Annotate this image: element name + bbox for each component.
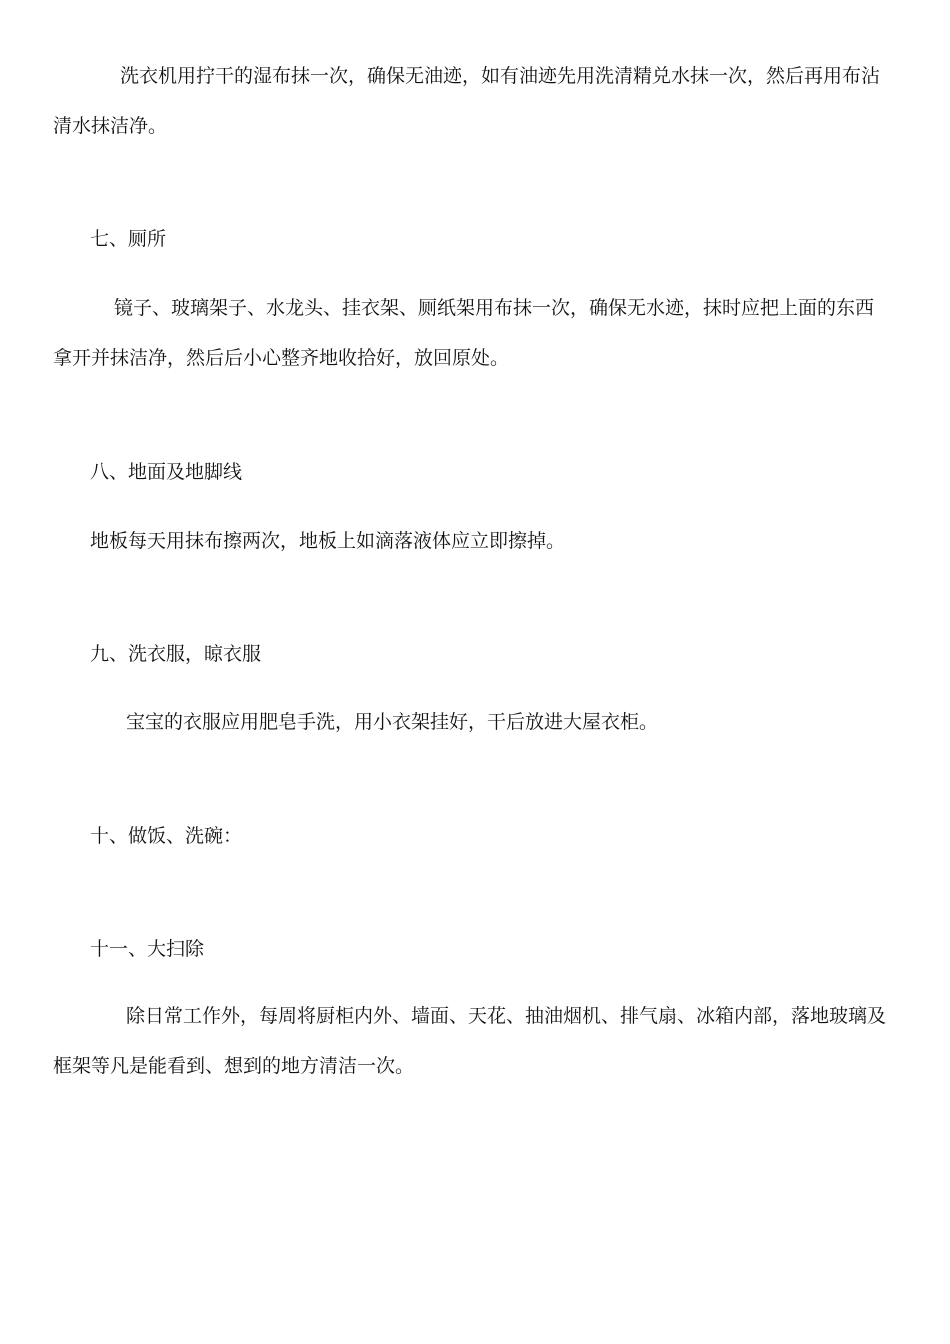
section-8-title: 八、地面及地脚线 bbox=[90, 461, 243, 483]
washer-paragraph-line-2: 清水抹洁净。 bbox=[53, 115, 168, 137]
section-7-line-2: 拿开并抹洁净，然后后小心整齐地收拾好，放回原处。 bbox=[53, 347, 510, 369]
section-11-line-1: 除日常工作外，每周将厨柜内外、墙面、天花、抽油烟机、排气扇、冰箱内部，落地玻璃及 bbox=[126, 1005, 887, 1027]
section-7-line-1: 镜子、玻璃架子、水龙头、挂衣架、厕纸架用布抹一次，确保无水迹，抹时应把上面的东西 bbox=[114, 297, 875, 319]
section-7-title: 七、厕所 bbox=[90, 228, 167, 250]
section-11-title: 十一、大扫除 bbox=[90, 938, 205, 960]
section-9-title: 九、洗衣服，晾衣服 bbox=[90, 643, 262, 665]
section-9-line-1: 宝宝的衣服应用肥皂手洗，用小衣架挂好，干后放进大屋衣柜。 bbox=[126, 711, 659, 733]
washer-paragraph-line-1: 洗衣机用拧干的湿布抹一次，确保无油迹，如有油迹先用洗清精兑水抹一次，然后再用布沾 bbox=[120, 65, 881, 87]
section-8-line-1: 地板每天用抹布擦两次，地板上如滴落液体应立即擦掉。 bbox=[90, 530, 566, 552]
section-11-line-2: 框架等凡是能看到、想到的地方清洁一次。 bbox=[53, 1055, 415, 1077]
section-10-title: 十、做饭、洗碗： bbox=[90, 825, 243, 847]
